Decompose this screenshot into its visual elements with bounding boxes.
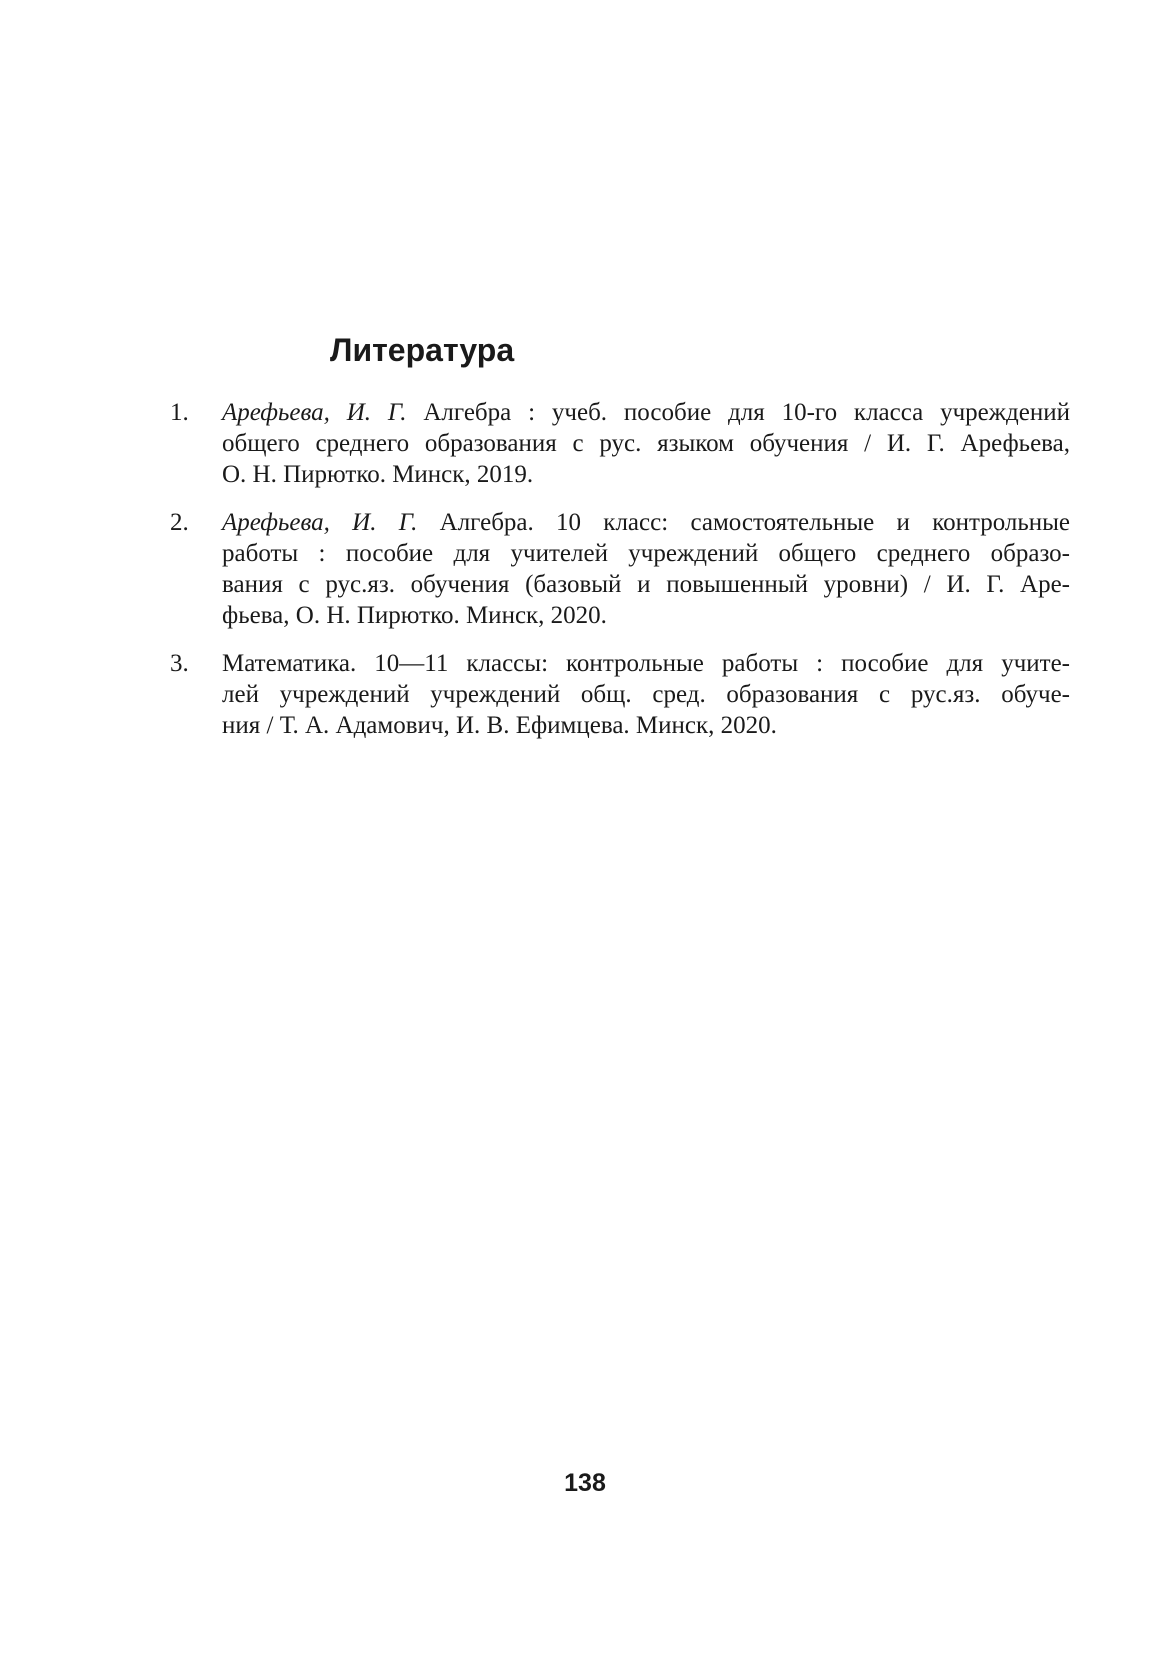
reference-line: вания с рус.яз. обучения (базовый и повышенный уровни) / И. Г. Аре- xyxy=(222,571,1070,598)
reference-author: Арефьева, И. Г. xyxy=(222,509,418,536)
reference-item-1 xyxy=(170,397,1070,490)
reference-text: Алгебра : учеб. пособие для 10-го класса учреждений xyxy=(423,399,1070,426)
reference-line: ния / Т. А. Адамович, И. В. Ефимцева. Минск, 2020. xyxy=(222,712,777,739)
reference-line: работы : пособие для учителей учреждений общего среднего образо- xyxy=(222,540,1070,567)
page-number: 138 xyxy=(564,1469,606,1497)
reference-author: Арефьева, И. Г. xyxy=(222,399,407,426)
reference-number: 3. xyxy=(170,650,189,677)
reference-line: Математика. 10—11 классы: контрольные работы : пособие для учите- xyxy=(222,650,1070,677)
reference-line: О. Н. Пирютко. Минск, 2019. xyxy=(222,461,534,488)
page-title: Литература xyxy=(330,332,515,368)
reference-line: лей учреждений учреждений общ. сред. образования с рус.яз. обуче- xyxy=(222,681,1070,708)
reference-line: общего среднего образования с рус. языком обучения / И. Г. Арефьева, xyxy=(222,430,1070,457)
reference-line xyxy=(222,507,1070,538)
reference-line xyxy=(222,397,1070,428)
reference-text: Алгебра. 10 класс: самостоятельные и контрольные xyxy=(439,509,1071,536)
reference-item-2 xyxy=(170,507,1070,631)
reference-number: 2. xyxy=(170,509,189,536)
reference-line: фьева, О. Н. Пирютко. Минск, 2020. xyxy=(222,602,607,629)
reference-number: 1. xyxy=(170,399,189,426)
reference-item-3 xyxy=(170,648,1070,741)
reference-list xyxy=(170,397,1070,758)
